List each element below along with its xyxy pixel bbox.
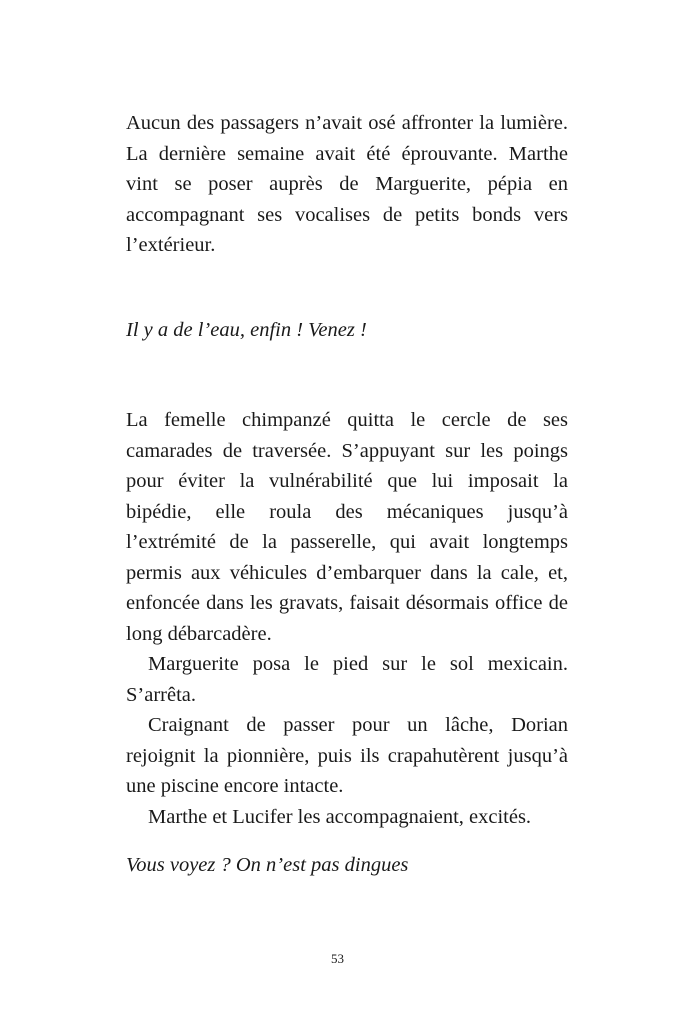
- paragraph-3: Marguerite posa le pied sur le sol mexicain. S’arrêta.: [126, 653, 568, 706]
- dialogue-line-2: Vous voyez ? On n’est pas dingues: [126, 854, 409, 876]
- paragraph-2: La femelle chimpanzé quitta le cercle de ses camarades de traversée. S’appuyant sur les poings pour éviter la vulnérabilité que lui imposait la bipédie, elle roula des mécaniques jusqu’à l’extrémité de la passerelle, qui avait longtemps permis aux véhicules d’embarquer dans la cale, et, enfoncée dans les gravats, faisait désormais office de long débarcadère.: [126, 409, 568, 645]
- dialogue-line-1: Il y a de l’eau, enfin ! Venez !: [126, 319, 367, 341]
- paragraph-1: Aucun des passagers n’avait osé affronter la lumière. La dernière semaine avait été éprouvante. Marthe vint se poser auprès de Marguerite, pépia en accompagnant ses vocalises de petits bonds vers l’extérieur.: [126, 112, 568, 256]
- paragraph-4: Craignant de passer pour un lâche, Dorian rejoignit la pionnière, puis ils crapahutèrent jusqu’à une piscine encore intacte.: [126, 714, 568, 797]
- paragraph-5: Marthe et Lucifer les accompagnaient, excités.: [148, 805, 532, 828]
- page-number: 53: [331, 951, 344, 966]
- text-block-2: [126, 405, 568, 832]
- text-block-1: [126, 108, 568, 261]
